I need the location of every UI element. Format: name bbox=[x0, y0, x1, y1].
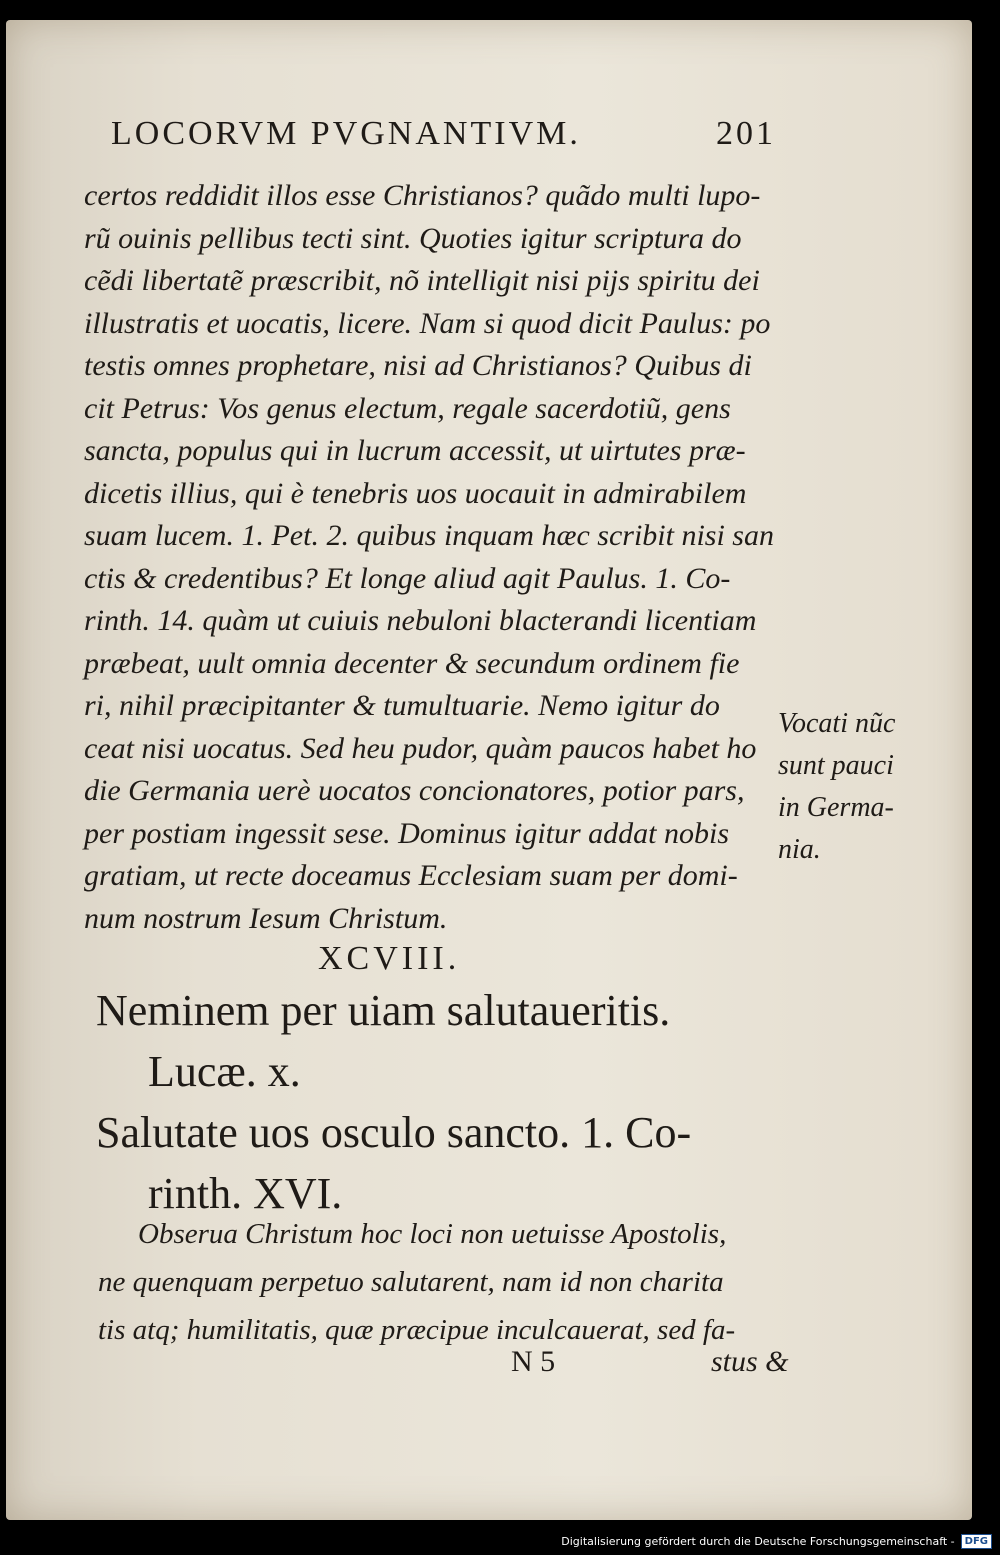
heading-line: rinth. XVI. bbox=[148, 1169, 343, 1218]
footer-credit: Digitalisierung gefördert durch die Deutsche Forschungsgemeinschaft - bbox=[561, 1535, 955, 1548]
observation-text bbox=[98, 1210, 788, 1354]
dfg-logo: DFG bbox=[961, 1534, 992, 1549]
catchword: stus & bbox=[711, 1345, 789, 1378]
text-line: ne quenquam perpetuo salutarent, nam id non charita bbox=[98, 1266, 724, 1298]
text-line: præbeat, uult omnia decenter & secundum ordinem fie bbox=[84, 646, 740, 680]
text-line: ri, nihil præcipitanter & tumultuarie. Nemo igitur do bbox=[84, 689, 720, 722]
text-line: dicetis illius, qui è tenebris uos uocauit in admirabilem bbox=[84, 476, 747, 510]
text-line: die Germania uerè uocatos concionatores, potior pars, bbox=[84, 774, 745, 807]
page-number: 201 bbox=[716, 115, 776, 152]
text-line: cit Petrus: Vos genus electum, regale sacerdotiũ, gens bbox=[84, 391, 731, 425]
marginal-line: in Germa- bbox=[778, 792, 894, 823]
text-line: per postiam ingessit sese. Dominus igitur addat nobis bbox=[84, 816, 730, 850]
digitization-footer bbox=[561, 1534, 992, 1549]
text-line: suam lucem. 1. Pet. 2. quibus inquam hæc scribit nisi san bbox=[84, 519, 774, 552]
text-line: rinth. 14. quàm ut cuiuis nebuloni blacterandi licentiam bbox=[84, 604, 757, 637]
text-line: gratiam, ut recte doceamus Ecclesiam suam per domi- bbox=[84, 859, 738, 892]
text-line: Obserua Christum hoc loci non uetuisse Apostolis, bbox=[138, 1218, 727, 1250]
body-text bbox=[84, 175, 774, 940]
text-line: tis atq; humilitatis, quæ præcipue inculcauerat, sed fa- bbox=[98, 1314, 736, 1346]
marginal-line: nia. bbox=[778, 834, 821, 865]
signature-mark: N 5 bbox=[511, 1345, 556, 1378]
heading-line: Neminem per uiam salutaueritis. bbox=[96, 986, 671, 1035]
heading-line: Lucæ. x. bbox=[148, 1047, 301, 1096]
section-number: XCVIII. bbox=[318, 940, 461, 977]
section-heading bbox=[96, 980, 796, 1224]
heading-line: Salutate uos osculo sancto. 1. Co- bbox=[96, 1108, 692, 1157]
text-line: illustratis et uocatis, licere. Nam si quod dicit Paulus: po bbox=[84, 306, 771, 340]
text-line: num nostrum Iesum Christum. bbox=[84, 901, 448, 935]
text-line: rũ ouinis pellibus tecti sint. Quoties igitur scriptura do bbox=[84, 221, 742, 255]
marginal-line: Vocati nũc bbox=[778, 708, 896, 739]
text-line: sancta, populus qui in lucrum accessit, ut uirtutes præ- bbox=[84, 434, 746, 467]
marginal-line: sunt pauci bbox=[778, 750, 894, 781]
book-page bbox=[6, 20, 972, 1520]
text-line: ceat nisi uocatus. Sed heu pudor, quàm paucos habet ho bbox=[84, 731, 757, 765]
running-title: LOCORVM PVGNANTIVM. bbox=[111, 115, 581, 152]
text-line: certos reddidit illos esse Christianos? quãdo multi lupo- bbox=[84, 179, 761, 212]
text-line: ctis & credentibus? Et longe aliud agit Paulus. 1. Co- bbox=[84, 561, 731, 595]
text-line: testis omnes prophetare, nisi ad Christianos? Quibus di bbox=[84, 349, 752, 382]
text-line: cẽdi libertatẽ præscribit, nõ intelligit nisi pijs spiritu dei bbox=[84, 264, 760, 297]
running-header bbox=[111, 115, 776, 153]
marginal-note bbox=[778, 703, 938, 871]
